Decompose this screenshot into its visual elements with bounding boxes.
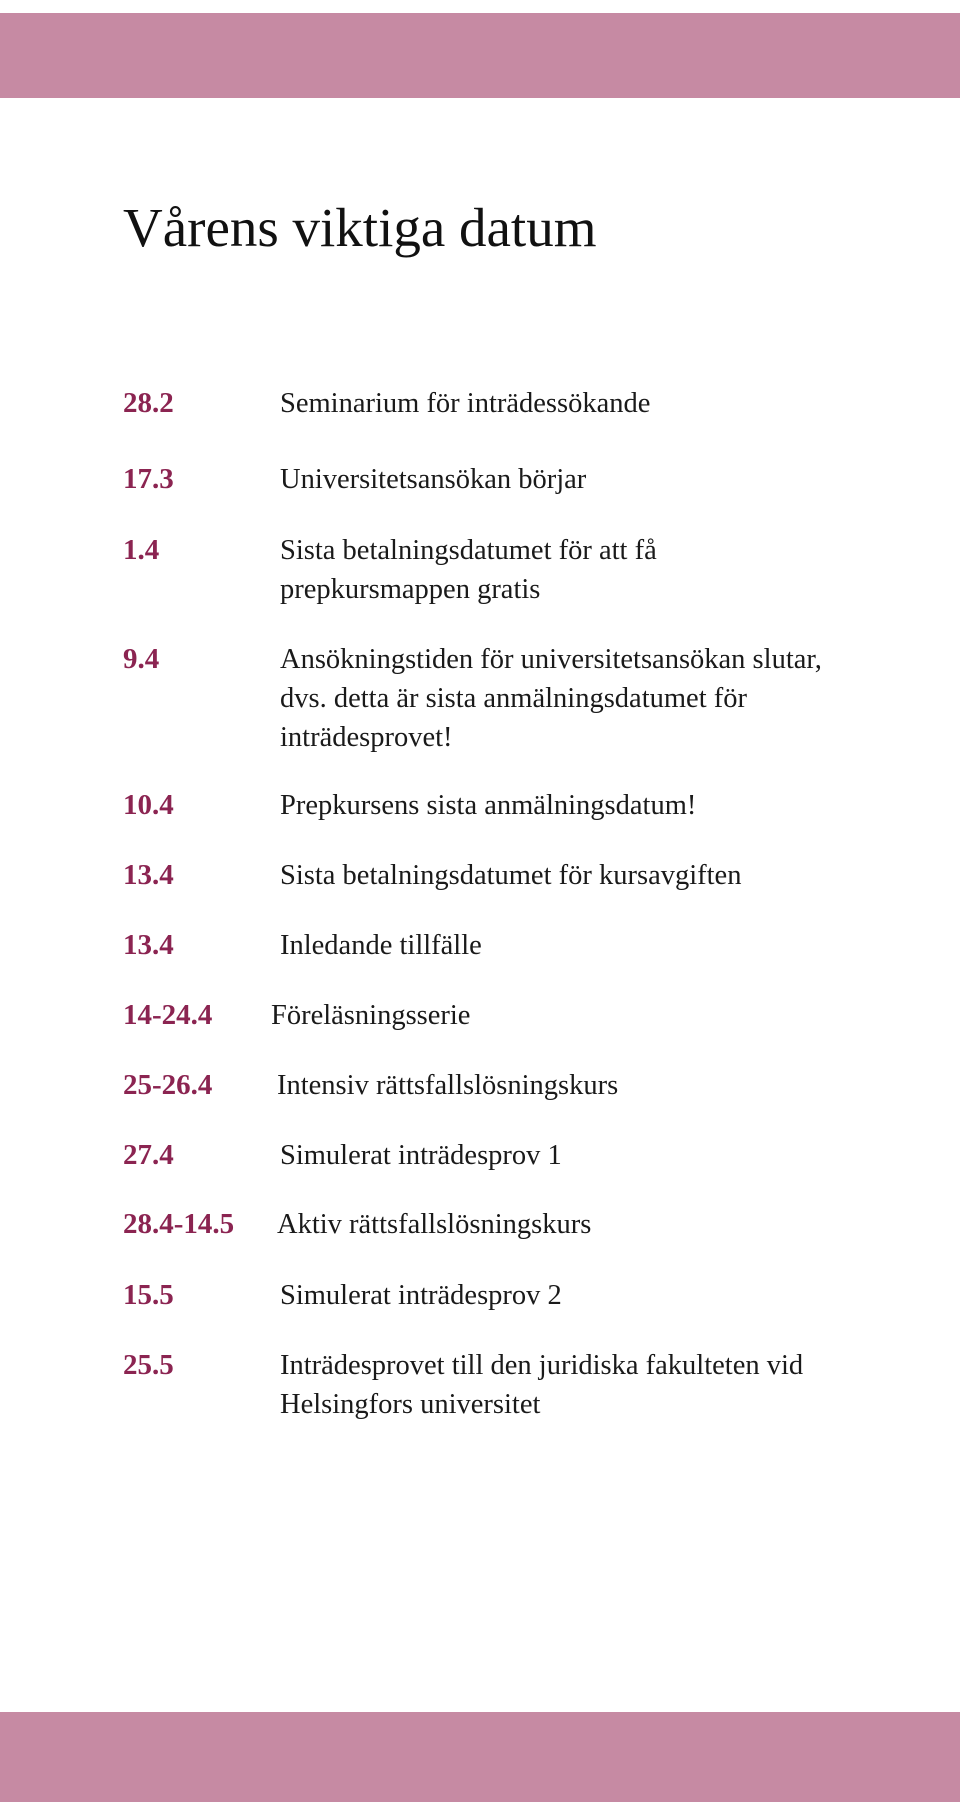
entry-description: Seminarium för inträdessökande [280, 388, 651, 419]
entry-description: Intensiv rättsfallslösningskurs [277, 1070, 619, 1101]
entry-date: 13.4 [123, 859, 174, 891]
entry-date: 25-26.4 [123, 1069, 213, 1101]
entry-date: 13.4 [123, 929, 174, 961]
entry-description: Aktiv rättsfallslösningskurs [277, 1209, 592, 1240]
entry-description: Simulerat inträdesprov 1 [280, 1140, 562, 1171]
entry-date: 9.4 [123, 643, 160, 675]
entry-description: Föreläsningsserie [271, 1000, 471, 1031]
entry-description: Sista betalningsdatumet för kursavgiften [280, 860, 742, 891]
page-title: Vårens viktiga datum [123, 197, 597, 258]
entry-description: Sista betalningsdatumet för att få prepkursmappen gratis [280, 535, 657, 605]
entry-date: 10.4 [123, 789, 174, 821]
top-band [0, 13, 960, 98]
entry-date: 27.4 [123, 1139, 174, 1171]
entry-description: Prepkursens sista anmälningsdatum! [280, 790, 697, 821]
entry-date: 25.5 [123, 1349, 174, 1381]
entry-date: 1.4 [123, 534, 160, 566]
entry-description: Universitetsansökan börjar [280, 464, 587, 495]
entry-date: 14-24.4 [123, 999, 213, 1031]
entry-description: Inträdesprovet till den juridiska fakulteten vid Helsingfors universitet [280, 1350, 804, 1420]
entry-date: 28.2 [123, 387, 174, 419]
entry-date: 17.3 [123, 463, 174, 495]
entry-date: 15.5 [123, 1279, 174, 1311]
entry-description: Ansökningstiden för universitetsansökan slutar, dvs. detta är sista anmälningsdatumet för inträdesprovet! [280, 644, 822, 753]
entry-description: Inledande tillfälle [280, 930, 482, 961]
bottom-band [0, 1712, 960, 1802]
entry-description: Simulerat inträdesprov 2 [280, 1280, 562, 1311]
entry-date: 28.4-14.5 [123, 1208, 235, 1240]
